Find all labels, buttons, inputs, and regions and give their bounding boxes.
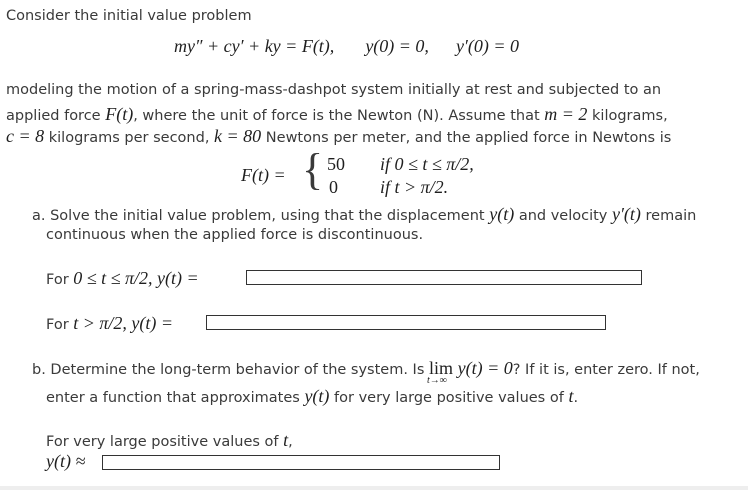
- piecewise-row1-cond: if 0 ≤ t ≤ π/2,: [380, 154, 474, 174]
- ivp-cond1: y(0) = 0,: [365, 36, 429, 56]
- piecewise-row1-value: 50: [327, 154, 345, 174]
- para-text: kilograms,: [592, 108, 668, 124]
- para-text: applied force: [6, 108, 101, 124]
- part-b-text: .: [573, 390, 579, 406]
- mass-value: m = 2: [544, 104, 588, 124]
- part-b-line-1: [32, 358, 700, 386]
- para-text: kilograms per second,: [48, 130, 210, 146]
- answer-input-interval-1[interactable]: [246, 270, 642, 285]
- part-a-text: remain: [645, 208, 697, 224]
- time-symbol: t: [568, 386, 574, 406]
- left-brace: {: [302, 145, 324, 194]
- ivp-equation: [174, 36, 519, 57]
- question-prefix: For: [46, 317, 69, 333]
- part-a-text: a. Solve the initial value problem, using that the displacement: [32, 208, 485, 224]
- para-text: , where the unit of force is the Newton (N). Assume that: [133, 108, 540, 124]
- para-line-1: modeling the motion of a spring-mass-dashpot system initially at rest and subjected to an: [6, 82, 662, 98]
- para-line-2: [6, 104, 668, 125]
- part-a-line-1: [32, 204, 696, 225]
- piecewise-lhs: F(t) =: [241, 165, 286, 185]
- part-b-text: ? If it is, enter zero. If not,: [512, 362, 700, 378]
- limit-expression: y(t) = 0: [457, 358, 513, 378]
- part-a-text: and velocity: [518, 208, 608, 224]
- velocity-symbol: y′(t): [611, 204, 641, 224]
- ivp-ode: my″ + cy′ + ky = F(t),: [174, 36, 335, 56]
- part-a-question-1: [46, 268, 199, 289]
- answer-input-interval-2[interactable]: [206, 315, 606, 330]
- part-b-question-math: y(t) ≈: [46, 451, 86, 471]
- question-1-math: 0 ≤ t ≤ π/2, y(t) =: [73, 268, 199, 288]
- part-a-line-2: continuous when the applied force is discontinuous.: [46, 227, 424, 243]
- piecewise-row2-cond: if t > π/2.: [380, 177, 449, 197]
- limit-subscript: t→∞: [427, 375, 447, 386]
- para-text: Newtons per meter, and the applied force in Newtons is: [265, 130, 672, 146]
- ivp-cond2: y′(0) = 0: [455, 36, 519, 56]
- part-a-question-2: [46, 313, 173, 334]
- part-b-text: enter a function that approximates: [46, 390, 300, 406]
- displacement-symbol: y(t): [304, 386, 330, 406]
- question-label-text: ,: [288, 434, 293, 450]
- time-symbol: t: [283, 430, 289, 450]
- spring-value: k = 80: [214, 126, 262, 146]
- part-b-text: for very large positive values of: [334, 390, 564, 406]
- piecewise-row2-value: 0: [329, 177, 338, 197]
- para-line-3: [6, 126, 671, 147]
- bottom-divider: [0, 486, 748, 490]
- displacement-symbol: y(t): [489, 204, 515, 224]
- question-prefix: For: [46, 272, 69, 288]
- limit-word: lim: [429, 358, 454, 378]
- part-b-question-label: [46, 430, 293, 451]
- question-2-math: t > π/2, y(t) =: [73, 313, 174, 333]
- force-symbol: F(t): [105, 104, 134, 124]
- limit-operator: [427, 358, 454, 386]
- part-b-text: b. Determine the long-term behavior of the system. Is: [32, 362, 425, 378]
- answer-input-long-term[interactable]: [102, 455, 500, 470]
- question-label-text: For very large positive values of: [46, 434, 279, 450]
- intro-text: Consider the initial value problem: [6, 8, 252, 24]
- part-b-line-2: [46, 386, 578, 407]
- damping-value: c = 8: [6, 126, 45, 146]
